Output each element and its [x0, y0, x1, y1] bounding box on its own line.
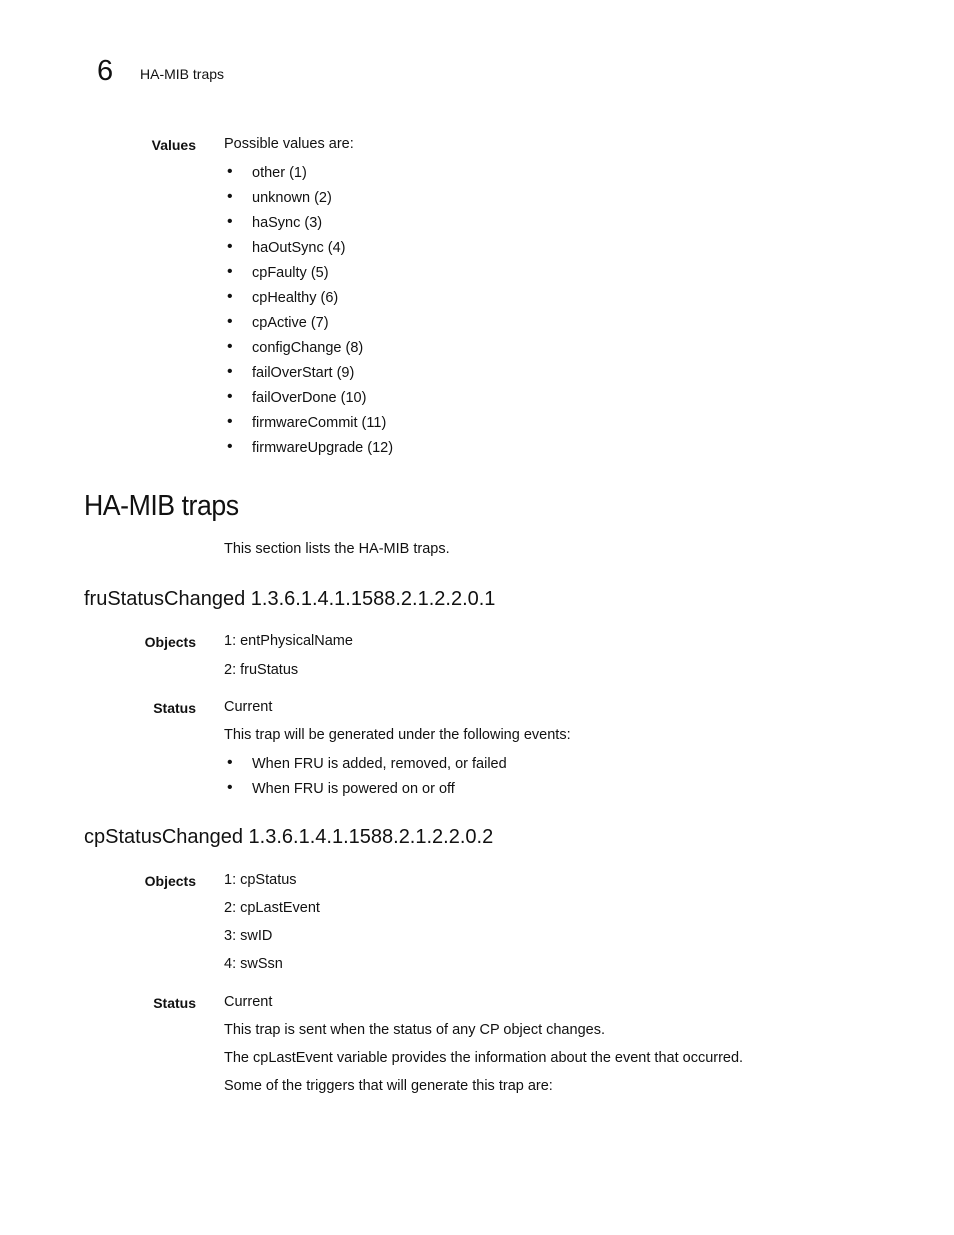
list-item: • When FRU is powered on or off: [224, 780, 507, 805]
fru-object-1: 1: entPhysicalName: [224, 633, 353, 649]
cp-description-3: Some of the triggers that will generate this trap are:: [224, 1078, 553, 1094]
fru-object-2: 2: fruStatus: [224, 662, 299, 678]
list-item: • cpActive (7): [224, 314, 393, 339]
fru-objects-label: Objects: [144, 634, 196, 650]
section-intro: This section lists the HA-MIB traps.: [224, 541, 450, 557]
section-title: HA-MIB traps: [84, 490, 239, 522]
cp-object-4: 4: swSsn: [224, 956, 283, 972]
list-item: • firmwareCommit (11): [224, 414, 393, 439]
list-item: • configChange (8): [224, 339, 393, 364]
values-label: Values: [151, 137, 196, 153]
cp-description-2: The cpLastEvent variable provides the information about the event that occurred.: [224, 1050, 744, 1066]
fru-trap-title: fruStatusChanged 1.3.6.1.4.1.1588.2.1.2.2.0.1: [84, 588, 496, 610]
list-item: • cpFaulty (5): [224, 264, 393, 289]
cp-trap-title: cpStatusChanged 1.3.6.1.4.1.1588.2.1.2.2.0.2: [84, 826, 494, 848]
list-item: • haOutSync (4): [224, 239, 393, 264]
list-item: • failOverStart (9): [224, 364, 393, 389]
cp-object-2: 2: cpLastEvent: [224, 900, 320, 916]
fru-status-label: Status: [153, 700, 196, 716]
fru-description: This trap will be generated under the following events:: [224, 727, 571, 743]
list-item: • firmwareUpgrade (12): [224, 439, 393, 464]
cp-object-3: 3: swID: [224, 928, 273, 944]
cp-object-1: 1: cpStatus: [224, 872, 297, 888]
values-intro: Possible values are:: [224, 136, 354, 152]
fru-status-value: Current: [224, 699, 273, 715]
cp-status-label: Status: [153, 995, 196, 1011]
fru-events-list: [224, 755, 507, 805]
cp-status-value: Current: [224, 994, 273, 1010]
list-item: • When FRU is added, removed, or failed: [224, 755, 507, 780]
list-item: • unknown (2): [224, 189, 393, 214]
running-head: HA-MIB traps: [140, 66, 225, 82]
cp-description-1: This trap is sent when the status of any CP object changes.: [224, 1022, 605, 1038]
list-item: • other (1): [224, 164, 393, 189]
list-item: • cpHealthy (6): [224, 289, 393, 314]
values-list: [224, 164, 393, 464]
cp-objects-label: Objects: [144, 873, 196, 889]
chapter-number: 6: [97, 55, 114, 87]
list-item: • haSync (3): [224, 214, 393, 239]
list-item: • failOverDone (10): [224, 389, 393, 414]
